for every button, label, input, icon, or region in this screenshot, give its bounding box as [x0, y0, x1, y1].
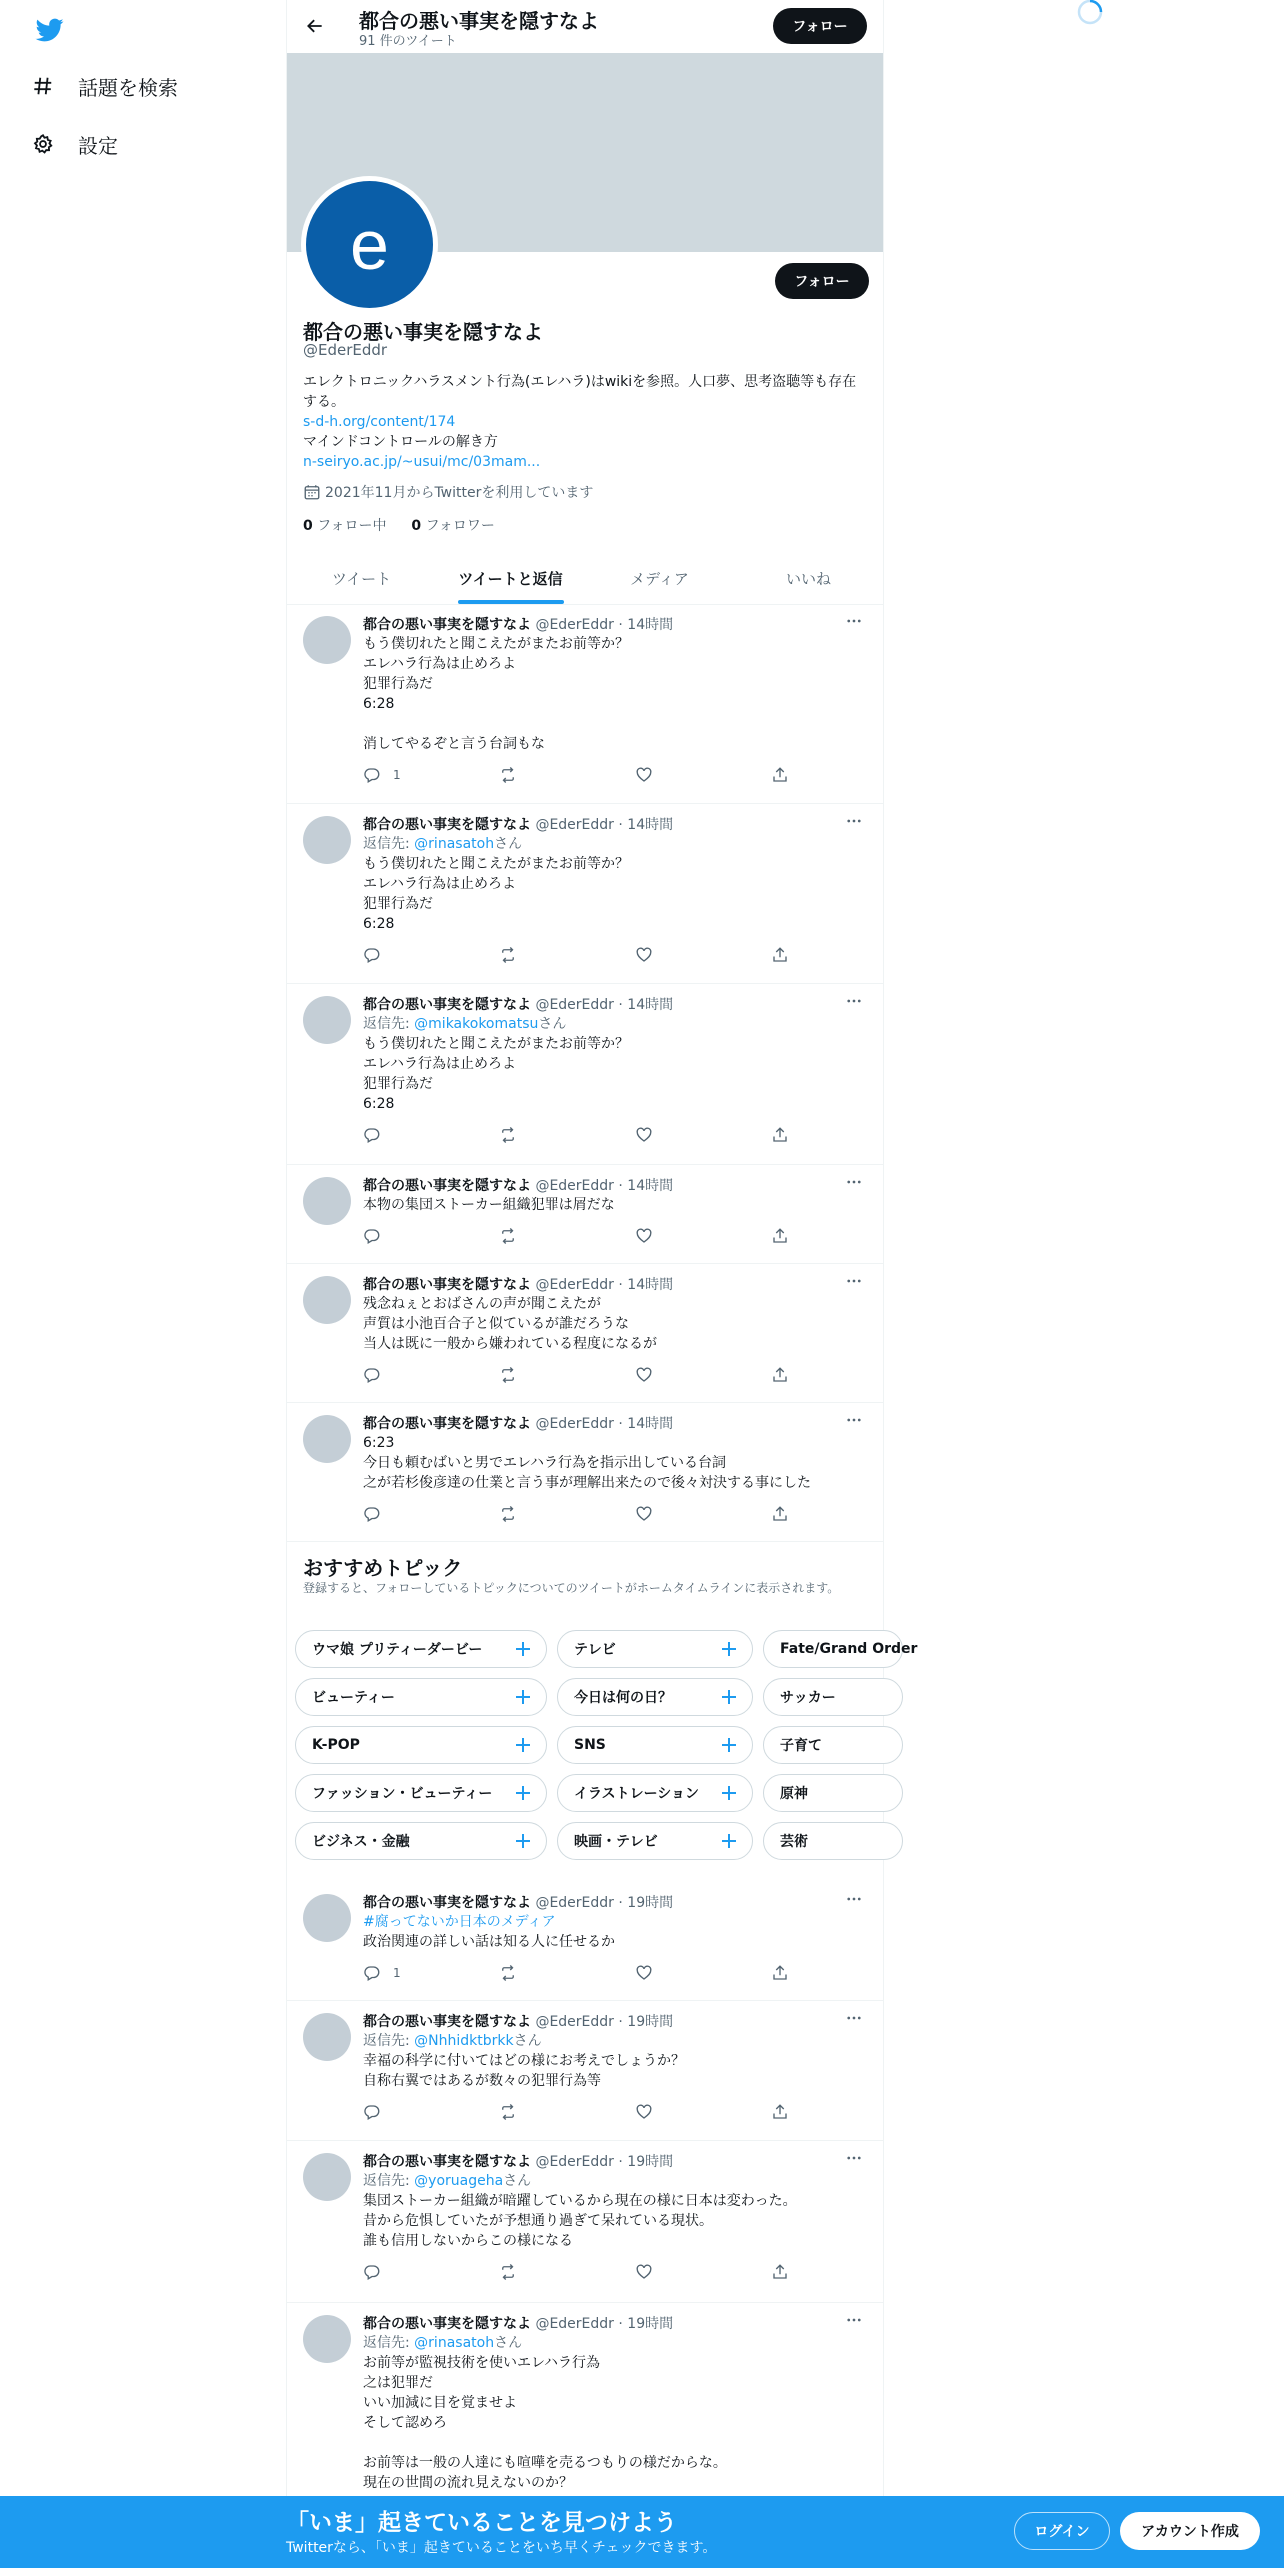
like-button[interactable] — [635, 2263, 653, 2281]
tweet-author-name[interactable]: 都合の悪い事実を隠すなよ — [363, 2154, 531, 2170]
more-options-icon[interactable] — [839, 990, 869, 1012]
topic-chip-label: ビューティー — [312, 1690, 395, 1706]
tweet-text: お前等が監視技術を使いエレハラ行為 之は犯罪だ いい加減に目を覚ませよ そして認めろ お前等は一般の人達にも喧嘩を売るつもりの様だからな。 現在の世間の流れ見えないのか？ — [363, 2355, 727, 2491]
retweet-icon — [499, 1366, 517, 1384]
tweet-avatar[interactable] — [303, 1177, 351, 1225]
like-icon — [635, 766, 653, 784]
like-icon — [635, 1227, 653, 1245]
tweet-actions — [363, 1126, 803, 1146]
tweet-text: 集団ストーカー組織が暗躍しているから現在の様に日本は変わった。 昔から危惧していたが予想通り過ぎて呆れている現状。 誰も信用しないからこの様になる — [363, 2193, 797, 2249]
reply-to-line: 返信先: @rinasatohさん — [363, 2335, 523, 2351]
tweet-author-name[interactable]: 都合の悪い事実を隠すなよ — [363, 617, 531, 633]
profile-follow-button[interactable]: フォロー — [775, 263, 869, 299]
topic-chip-label: サッカー — [780, 1690, 836, 1706]
topic-chip[interactable] — [557, 1726, 753, 1764]
reply-button[interactable] — [363, 2103, 393, 2121]
topic-chip-label: 今日は何の日？ — [574, 1690, 672, 1706]
bio-link[interactable]: n-seiryo.ac.jp/~usui/mc/03mam... — [303, 454, 541, 470]
retweet-button[interactable] — [499, 2103, 517, 2121]
topic-chip[interactable] — [295, 1630, 547, 1668]
more-options-icon[interactable] — [839, 1171, 869, 1193]
tweet[interactable] — [287, 1264, 883, 1403]
topic-chip-label: ウマ娘 プリティーダービー — [312, 1642, 483, 1658]
like-icon — [635, 1126, 653, 1144]
like-icon — [635, 2263, 653, 2281]
tweet-author-name[interactable]: 都合の悪い事実を隠すなよ — [363, 997, 531, 1013]
more-options-icon[interactable] — [839, 2309, 869, 2331]
like-button[interactable] — [635, 1505, 653, 1523]
tweet-header — [363, 814, 673, 834]
tweet-header — [363, 1413, 673, 1433]
tweet-meta: @EderEddr · 14時間 — [535, 817, 674, 833]
topic-chip[interactable] — [763, 1726, 903, 1764]
share-icon — [771, 1126, 789, 1144]
more-options-icon[interactable] — [839, 2007, 869, 2029]
header-follow-button[interactable]: フォロー — [773, 8, 867, 44]
tweet-header — [363, 2313, 673, 2333]
tab-likes[interactable]: いいね — [785, 569, 831, 588]
topic-chip-label: テレビ — [574, 1642, 616, 1658]
profile-name: 都合の悪い事実を隠すなよ — [303, 320, 543, 344]
share-button[interactable] — [771, 2263, 789, 2281]
reply-icon — [363, 2103, 381, 2121]
share-icon — [771, 1964, 789, 1982]
topic-chip[interactable] — [557, 1678, 753, 1716]
tweet-text: もう僕切れたと聞こえたがまたお前等か？ エレハラ行為は止めろよ 犯罪行為だ 6:28 消してやるぞと言う台詞もな — [363, 636, 629, 752]
reply-button[interactable] — [363, 1366, 393, 1384]
tweet-avatar[interactable] — [303, 1894, 351, 1942]
more-options-icon[interactable] — [839, 2147, 869, 2169]
like-button[interactable] — [635, 1964, 653, 1982]
tweet[interactable] — [287, 804, 883, 984]
retweet-button[interactable] — [499, 1505, 517, 1523]
topic-chip-label: K-POP — [312, 1737, 360, 1753]
tweet-avatar[interactable] — [303, 1415, 351, 1463]
signup-banner-subtitle: Twitterなら、「いま」起きていることをいち早くチェックできます。 — [286, 2540, 717, 2556]
share-icon — [771, 1505, 789, 1523]
share-icon — [771, 2263, 789, 2281]
tweet-actions — [363, 766, 803, 786]
topic-chip-label: イラストレーション — [574, 1786, 700, 1802]
tweet-avatar[interactable] — [303, 1276, 351, 1324]
reply-count: 1 — [393, 1966, 401, 1980]
share-icon — [771, 1227, 789, 1245]
plus-icon[interactable] — [512, 1782, 534, 1804]
reply-button[interactable] — [363, 1505, 393, 1523]
header-tweet-count: 91 件のツイート — [359, 34, 457, 49]
share-icon — [771, 946, 789, 964]
tweet-meta: @EderEddr · 19時間 — [535, 2014, 674, 2030]
like-icon — [635, 946, 653, 964]
retweet-button[interactable] — [499, 946, 517, 964]
tab-tweets[interactable]: ツイート — [331, 569, 392, 588]
share-button[interactable] — [771, 1366, 789, 1384]
sidebar-item-explore[interactable] — [30, 66, 178, 106]
retweet-icon — [499, 1505, 517, 1523]
plus-icon[interactable] — [718, 1686, 740, 1708]
tweet-avatar[interactable] — [303, 816, 351, 864]
sidebar-item-label: 話題を検索 — [78, 75, 178, 100]
tweet-header — [363, 2151, 673, 2171]
retweet-button[interactable] — [499, 1964, 517, 1982]
profile-column — [286, 0, 918, 2568]
followers-link[interactable]: 0 フォロワー — [411, 518, 495, 534]
signup-button[interactable]: アカウント作成 — [1120, 2512, 1260, 2550]
profile-follow-stats — [303, 515, 495, 535]
like-button[interactable] — [635, 1366, 653, 1384]
profile-joined-date: 2021年11月からTwitterを利用しています — [303, 482, 593, 502]
tweet-actions — [363, 1366, 803, 1386]
share-button[interactable] — [771, 1126, 789, 1144]
reply-icon — [363, 1964, 381, 1982]
retweet-icon — [499, 1126, 517, 1144]
profile-bio — [303, 372, 869, 472]
profile-header-bar — [287, 0, 883, 53]
like-button[interactable] — [635, 766, 653, 784]
topic-chip-label: 子育て — [780, 1738, 822, 1754]
profile-avatar[interactable]: e — [301, 176, 438, 313]
reply-to-link[interactable]: @yoruageha — [414, 2173, 504, 2189]
share-icon — [771, 766, 789, 784]
reply-icon — [363, 946, 381, 964]
tweet[interactable] — [287, 1403, 883, 1542]
retweet-button[interactable] — [499, 1366, 517, 1384]
tweet-avatar[interactable] — [303, 996, 351, 1044]
tweet-header — [363, 1274, 673, 1294]
tweet-text: 幸福の科学に付いてはどの様にお考えでしょうか？ 自称右翼ではあるが数々の犯罪行為等 — [363, 2053, 685, 2089]
tweet[interactable] — [287, 604, 883, 804]
like-icon — [635, 1505, 653, 1523]
retweet-icon — [499, 766, 517, 784]
loading-spinner-icon — [1074, 0, 1106, 26]
tweet-text: 残念ねぇとおばさんの声が聞こえたが 声質は小池百合子と似ているが誰だろうな 当人は既に一般から嫌われている程度になるが — [363, 1296, 657, 1352]
tweet-meta: @EderEddr · 14時間 — [535, 1277, 674, 1293]
tab-tweets-and-replies[interactable]: ツイートと返信 — [436, 552, 585, 604]
tweet-actions — [363, 2263, 803, 2283]
topic-chip[interactable] — [763, 1822, 903, 1860]
tweet-author-name[interactable]: 都合の悪い事実を隠すなよ — [363, 1277, 531, 1293]
tweet-actions — [363, 2103, 803, 2123]
plus-icon[interactable] — [718, 1782, 740, 1804]
hashtag-icon — [30, 73, 56, 99]
reply-to-line: 返信先: @Nhhidktbrkkさん — [363, 2033, 542, 2049]
reply-to-link[interactable]: @rinasatoh — [414, 2335, 495, 2351]
more-options-icon[interactable] — [839, 610, 869, 632]
twitter-bird-icon[interactable] — [30, 10, 70, 50]
more-options-icon[interactable] — [839, 1270, 869, 1292]
reply-button[interactable] — [363, 1227, 393, 1245]
tweet-author-name[interactable]: 都合の悪い事実を隠すなよ — [363, 1178, 531, 1194]
gear-icon — [30, 131, 56, 157]
reply-button[interactable] — [363, 946, 393, 964]
reply-to-line: 返信先: @yoruagehaさん — [363, 2173, 532, 2189]
share-icon — [771, 2103, 789, 2121]
tweet-actions — [363, 946, 803, 966]
reply-button[interactable] — [363, 2263, 393, 2281]
plus-icon[interactable] — [718, 1830, 740, 1852]
plus-icon[interactable] — [512, 1734, 534, 1756]
following-link[interactable]: 0 フォロー中 — [303, 518, 387, 534]
tweet-meta: @EderEddr · 14時間 — [535, 1178, 674, 1194]
plus-icon[interactable] — [512, 1686, 534, 1708]
tweet-header — [363, 2011, 673, 2031]
like-icon — [635, 1366, 653, 1384]
topics-title: おすすめトピック — [303, 1556, 463, 1580]
like-button[interactable] — [635, 946, 653, 964]
topic-chip-label: SNS — [574, 1737, 606, 1753]
tweet[interactable] — [287, 2141, 883, 2303]
reply-to-line — [363, 1912, 871, 1932]
tweet-author-name[interactable]: 都合の悪い事実を隠すなよ — [363, 2316, 531, 2332]
retweet-icon — [499, 2263, 517, 2281]
retweet-icon — [499, 1227, 517, 1245]
login-button[interactable]: ログイン — [1014, 2512, 1110, 2550]
topic-chip[interactable] — [763, 1774, 903, 1812]
topic-chip[interactable] — [557, 1822, 753, 1860]
topic-chip[interactable] — [763, 1630, 918, 1668]
retweet-icon — [499, 2103, 517, 2121]
tweet-text: もう僕切れたと聞こえたがまたお前等か？ エレハラ行為は止めろよ 犯罪行為だ 6:28 — [363, 1036, 629, 1112]
topic-chip[interactable] — [557, 1630, 753, 1668]
reply-icon — [363, 1505, 381, 1523]
tweet-avatar[interactable] — [303, 616, 351, 664]
share-button[interactable] — [771, 1964, 789, 1982]
share-button[interactable] — [771, 2103, 789, 2121]
tweet-avatar[interactable] — [303, 2153, 351, 2201]
retweet-button[interactable] — [499, 1126, 517, 1144]
sidebar-item-settings[interactable] — [30, 124, 118, 164]
signup-banner-title: 「いま」起きていることを見つけよう — [286, 2510, 677, 2536]
tweet-actions — [363, 1227, 803, 1247]
tweet-author-name[interactable]: 都合の悪い事実を隠すなよ — [363, 817, 531, 833]
like-button[interactable] — [635, 1227, 653, 1245]
profile-handle: @EderEddr — [303, 341, 388, 359]
tweet[interactable] — [287, 2001, 883, 2141]
share-button[interactable] — [771, 946, 789, 964]
topic-chip-label: Fate/Grand Order — [780, 1641, 918, 1657]
plus-icon[interactable] — [718, 1638, 740, 1660]
tweet-text: 6:23 今日も頼むばいと男でエレハラ行為を指示出している台詞 之が若杉俊彦達の仕業と言う事が理解出来たので後々対決する事にした — [363, 1435, 811, 1491]
sidebar-item-label: 設定 — [78, 133, 118, 158]
more-options-icon[interactable] — [839, 1409, 869, 1431]
topics-subtitle: 登録すると、フォローしているトピックについてのツイートがホームタイムラインに表示されます。 — [303, 1581, 840, 1595]
more-options-icon[interactable] — [839, 1888, 869, 1910]
topic-chip[interactable] — [295, 1726, 547, 1764]
like-button[interactable] — [635, 1126, 653, 1144]
tweet[interactable] — [287, 1882, 883, 2001]
tweet-avatar[interactable] — [303, 2315, 351, 2363]
profile-tabs — [287, 552, 883, 605]
tweet-text: 政治関連の詳しい話は知る人に任せるか — [363, 1934, 615, 1950]
share-button[interactable] — [771, 1505, 789, 1523]
topic-chip[interactable] — [763, 1678, 903, 1716]
tweet[interactable] — [287, 1165, 883, 1264]
tweet-actions — [363, 1505, 803, 1525]
retweet-button[interactable] — [499, 2263, 517, 2281]
reply-icon — [363, 1366, 381, 1384]
tab-media[interactable]: メディア — [630, 569, 689, 588]
retweet-icon — [499, 1964, 517, 1982]
plus-icon[interactable] — [512, 1638, 534, 1660]
tweet-author-name[interactable]: 都合の悪い事実を隠すなよ — [363, 1416, 531, 1432]
like-icon — [635, 2103, 653, 2121]
topic-chip[interactable] — [295, 1822, 547, 1860]
bio-link[interactable]: s-d-h.org/content/174 — [303, 414, 456, 430]
tweet[interactable] — [287, 984, 883, 1165]
reply-to-line: 返信先: @rinasatohさん — [363, 836, 523, 852]
plus-icon[interactable] — [512, 1830, 534, 1852]
tweet-author-name[interactable]: 都合の悪い事実を隠すなよ — [363, 2014, 531, 2030]
header-profile-name: 都合の悪い事実を隠すなよ — [359, 9, 599, 33]
reply-button[interactable] — [363, 1964, 401, 1982]
tweet[interactable] — [287, 2303, 883, 2503]
reply-count: 1 — [393, 768, 401, 782]
share-button[interactable] — [771, 1227, 789, 1245]
calendar-icon — [303, 483, 321, 501]
tweet-header — [363, 1175, 673, 1195]
reply-button[interactable] — [363, 1126, 393, 1144]
reply-button[interactable] — [363, 766, 401, 784]
reply-to-line: 返信先: @mikakokomatsuさん — [363, 1016, 567, 1032]
reply-to-link[interactable]: @mikakokomatsu — [414, 1016, 539, 1032]
topics-grid — [287, 1630, 918, 1870]
tweet-meta: @EderEddr · 14時間 — [535, 1416, 674, 1432]
reply-icon — [363, 766, 381, 784]
share-button[interactable] — [771, 766, 789, 784]
share-icon — [771, 1366, 789, 1384]
back-arrow-icon[interactable] — [297, 8, 333, 44]
tweet-actions — [363, 1964, 803, 1984]
plus-icon[interactable] — [718, 1734, 740, 1756]
tweet-header — [363, 1892, 673, 1912]
retweet-button[interactable] — [499, 766, 517, 784]
topic-chip[interactable] — [557, 1774, 753, 1812]
tweet-meta: @EderEddr · 14時間 — [535, 617, 674, 633]
like-button[interactable] — [635, 2103, 653, 2121]
reply-icon — [363, 1126, 381, 1144]
topic-chip-label: 芸術 — [780, 1834, 808, 1850]
tweet-meta: @EderEddr · 14時間 — [535, 997, 674, 1013]
topic-chip[interactable] — [295, 1678, 547, 1716]
tweet-author-name[interactable]: 都合の悪い事実を隠すなよ — [363, 1895, 531, 1911]
tweet-meta: @EderEddr · 19時間 — [535, 2154, 674, 2170]
retweet-icon — [499, 946, 517, 964]
tweet-header — [363, 614, 673, 634]
tweet-header — [363, 994, 673, 1014]
signup-banner — [0, 2496, 1284, 2568]
bio-text: マインドコントロールの解き方 — [303, 434, 498, 450]
tweet-text: 本物の集団ストーカー組織犯罪は屑だな — [363, 1197, 615, 1213]
tweet-avatar[interactable] — [303, 2013, 351, 2061]
reply-icon — [363, 2263, 381, 2281]
tweet-text: もう僕切れたと聞こえたがまたお前等か？ エレハラ行為は止めろよ 犯罪行為だ 6:28 — [363, 856, 629, 932]
more-options-icon[interactable] — [839, 810, 869, 832]
topic-chip-label: ファッション・ビューティー — [312, 1786, 493, 1802]
bio-text: エレクトロニックハラスメント行為(エレハラ)はwikiを参照。人口夢、思考盗聴等も存在する。 — [303, 374, 857, 410]
retweet-button[interactable] — [499, 1227, 517, 1245]
reply-to-link[interactable]: #腐ってないか日本のメディア — [363, 1914, 556, 1930]
topic-chip-label: 原神 — [780, 1786, 808, 1802]
topic-chip-label: ビジネス・金融 — [312, 1834, 410, 1850]
like-icon — [635, 1964, 653, 1982]
reply-to-link[interactable]: @rinasatoh — [414, 836, 495, 852]
tweet-meta: @EderEddr · 19時間 — [535, 2316, 674, 2332]
reply-to-link[interactable]: @Nhhidktbrkk — [414, 2033, 514, 2049]
reply-icon — [363, 1227, 381, 1245]
topic-chip-label: 映画・テレビ — [574, 1834, 658, 1850]
tweet-meta: @EderEddr · 19時間 — [535, 1895, 674, 1911]
topic-chip[interactable] — [295, 1774, 547, 1812]
